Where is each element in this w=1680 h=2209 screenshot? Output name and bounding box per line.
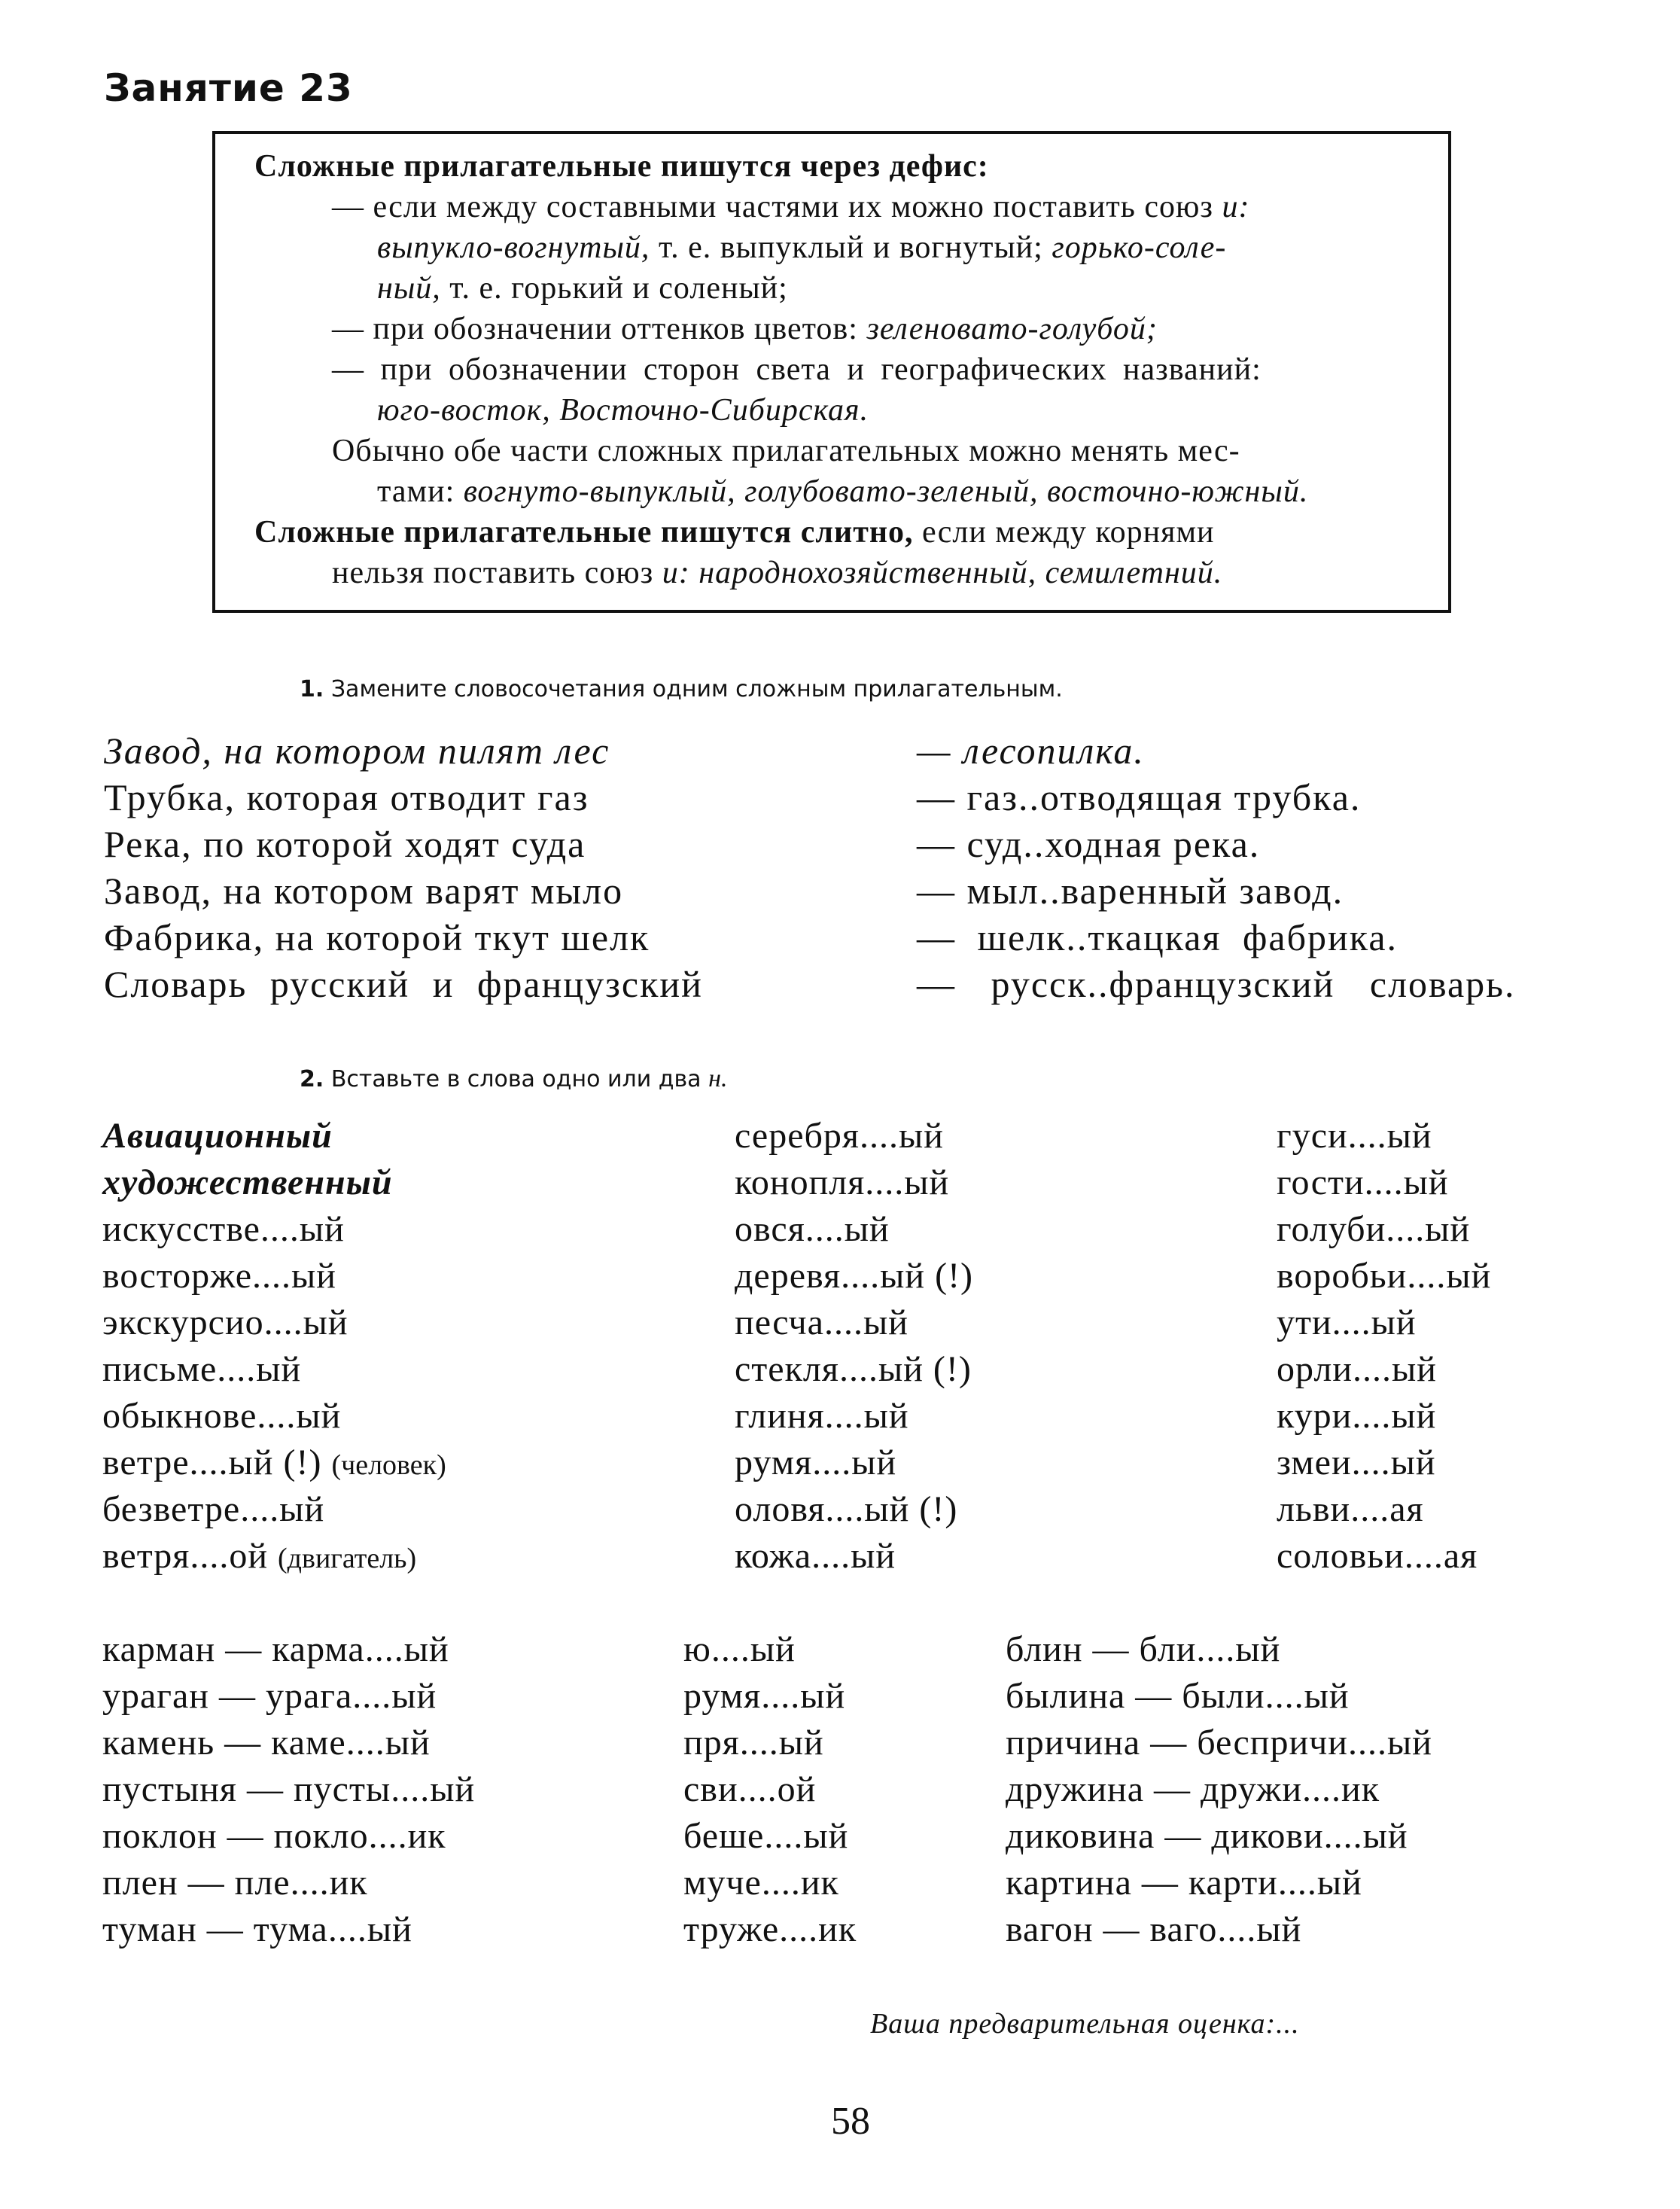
task1-right-item: — русск..французский словарь.	[917, 963, 1516, 1005]
word-item: муче....ик	[683, 1863, 839, 1903]
task1-left-item: Фабрика, на которой ткут шелк	[104, 916, 650, 958]
word-item: дружина — дружи....ик	[1006, 1769, 1380, 1809]
word-item: картина — карти....ый	[1006, 1863, 1362, 1903]
rule-line: нельзя поставить союз и: народнохозяйственный, семилетний.	[332, 556, 1223, 590]
word-item: Авиационный	[102, 1116, 333, 1156]
task2-col4	[102, 1626, 475, 1953]
rule-line: Сложные прилагательные пишутся слитно, если между корнями	[254, 515, 1215, 550]
word-item: оловя....ый (!)	[735, 1489, 958, 1529]
preliminary-grade-note: Ваша предварительная оценка:...	[870, 2008, 1300, 2040]
word-item: гуси....ый	[1277, 1116, 1432, 1156]
task2-col2	[735, 1113, 973, 1580]
word-item: льви....ая	[1277, 1489, 1424, 1529]
word-item: румя....ый	[683, 1676, 846, 1716]
word-item: труже....ик	[683, 1909, 857, 1949]
word-item: воробьи....ый	[1277, 1256, 1492, 1296]
rule-line: — если между составными частями их можно поставить союз и:	[332, 190, 1250, 224]
task1-heading: 1. Замените словосочетания одним сложным прилагательным.	[300, 676, 1063, 702]
word-item: ю....ый	[683, 1629, 796, 1669]
word-item: восторже....ый	[102, 1256, 336, 1296]
word-item: пря....ый	[683, 1723, 824, 1763]
rule-line: Сложные прилагательные пишутся через дефис:	[254, 149, 989, 184]
word-item: деревя....ый (!)	[735, 1256, 974, 1296]
word-item: голуби....ый	[1277, 1209, 1471, 1249]
lesson-title: Занятие 23	[104, 66, 353, 110]
task1-right-item: — лесопилка.	[917, 730, 1145, 772]
word-item: диковина — дикови....ый	[1006, 1816, 1408, 1856]
rule-line: выпукло-вогнутый, т. е. выпуклый и вогнутый; горько-соле-	[377, 230, 1227, 265]
word-item: ветря....ой (двигатель)	[102, 1536, 417, 1576]
word-item: кожа....ый	[735, 1536, 896, 1576]
word-item: письме....ый	[102, 1349, 302, 1389]
word-item: гости....ый	[1277, 1162, 1449, 1202]
task1-left-item: Завод, на котором пилят лес	[104, 730, 610, 772]
word-item: искусстве....ый	[102, 1209, 345, 1249]
rule-line: тами: вогнуто-выпуклый, голубовато-зеленый, восточно-южный.	[377, 474, 1309, 509]
task2-col6	[1006, 1626, 1432, 1953]
task2-col3	[1277, 1113, 1491, 1580]
word-item: румя....ый	[735, 1443, 897, 1482]
word-item: глиня....ый	[735, 1396, 909, 1436]
word-item: экскурсио....ый	[102, 1303, 348, 1342]
word-item: плен — пле....ик	[102, 1863, 368, 1903]
word-item: обыкнове....ый	[102, 1396, 342, 1436]
word-item: орли....ый	[1277, 1349, 1437, 1389]
word-item: блин — бли....ый	[1006, 1629, 1281, 1669]
task1-left-item: Река, по которой ходят суда	[104, 823, 586, 865]
word-item: поклон — покло....ик	[102, 1816, 446, 1856]
word-item: камень — каме....ый	[102, 1723, 431, 1763]
word-item: ветре....ый (!) (человек)	[102, 1443, 446, 1482]
rule-line: — при обозначении оттенков цветов: зеленовато-голубой;	[332, 312, 1158, 346]
page-number: 58	[831, 2100, 870, 2143]
task2-col1	[102, 1113, 446, 1580]
task1-left-item: Словарь русский и французский	[104, 963, 703, 1005]
word-item: беше....ый	[683, 1816, 849, 1856]
word-item: песча....ый	[735, 1303, 908, 1342]
word-item: серебря....ый	[735, 1116, 944, 1156]
word-item: соловьи....ая	[1277, 1536, 1478, 1576]
word-item: сви....ой	[683, 1769, 817, 1809]
word-item: безветре....ый	[102, 1489, 325, 1529]
word-item: стекля....ый (!)	[735, 1349, 972, 1389]
word-item: причина — беспричи....ый	[1006, 1723, 1432, 1763]
word-item: былина — были....ый	[1006, 1676, 1350, 1716]
word-item: конопля....ый	[735, 1162, 950, 1202]
rule-line: юго-восток, Восточно-Сибирская.	[377, 393, 869, 428]
task1-right-item: — газ..отводящая трубка.	[917, 776, 1362, 818]
rule-box	[212, 131, 1451, 613]
task1-right-item: — мыл..варенный завод.	[917, 870, 1344, 912]
rule-line: ный, т. е. горький и соленый;	[377, 271, 788, 306]
word-item: вагон — ваго....ый	[1006, 1909, 1302, 1949]
word-item: ути....ый	[1277, 1303, 1417, 1342]
task1-right-item: — шелк..ткацкая фабрика.	[917, 916, 1398, 958]
task1-left-item: Трубка, которая отводит газ	[104, 776, 589, 818]
task1-left-item: Завод, на котором варят мыло	[104, 870, 624, 912]
word-item: пустыня — пусты....ый	[102, 1769, 476, 1809]
rule-line: Обычно обе части сложных прилагательных можно менять мес-	[332, 434, 1240, 468]
word-item: карман — карма....ый	[102, 1629, 449, 1669]
task2-heading: 2. Вставьте в слова одно или два н.	[300, 1065, 728, 1092]
word-item: кури....ый	[1277, 1396, 1437, 1436]
task1-right-item: — суд..ходная река.	[917, 823, 1261, 865]
word-item: туман — тума....ый	[102, 1909, 412, 1949]
word-item: художественный	[102, 1162, 393, 1202]
task2-col5	[683, 1626, 857, 1953]
word-item: змеи....ый	[1277, 1443, 1436, 1482]
word-item: овся....ый	[735, 1209, 890, 1249]
word-item: ураган — урага....ый	[102, 1676, 437, 1716]
rule-line: — при обозначении сторон света и географических названий:	[332, 352, 1262, 387]
